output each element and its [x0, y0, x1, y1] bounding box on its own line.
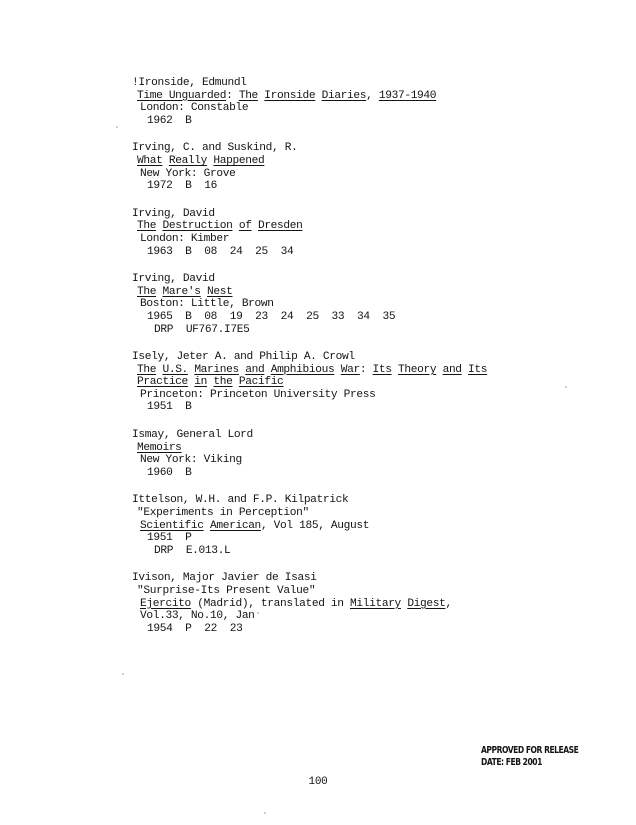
underlined-title-word: Ejercito — [140, 597, 191, 610]
underlined-title-word: Digest — [407, 597, 446, 610]
entry-publisher: New York: Viking — [140, 454, 242, 467]
underlined-title-word: Its — [468, 363, 488, 376]
title-text: , Vol 185, August — [260, 519, 370, 532]
entry-title-continued — [132, 376, 612, 389]
title-text: , — [445, 597, 452, 610]
underlined-title-word: Pacific — [238, 376, 284, 389]
underlined-title-word: What — [137, 154, 163, 167]
underlined-title-word: Mare's — [162, 285, 201, 298]
underlined-title-word: the — [213, 376, 233, 389]
title-text: , — [366, 89, 379, 102]
release-stamp — [481, 745, 578, 769]
entry-author: !Ironside, Edmundl — [132, 77, 247, 89]
entry-article-title: "Experiments in Perception" — [137, 507, 309, 520]
entry-journal — [132, 520, 612, 533]
underlined-title-word: American — [210, 519, 261, 532]
bibliography-entry — [132, 429, 612, 479]
entry-publisher: London: Constable — [140, 102, 249, 115]
underlined-title-word: Really — [168, 154, 208, 167]
underlined-title-word: Nest — [207, 285, 233, 298]
bibliography-entry — [132, 273, 612, 336]
bibliography-entry — [132, 77, 612, 127]
underlined-title-word: Scientific — [140, 519, 204, 532]
entry-codes: 1972 B 16 — [147, 180, 217, 193]
title-text: (Madrid), translated in — [190, 597, 351, 610]
entry-call-number: DRP E.013.L — [154, 544, 231, 557]
scan-speck — [116, 126, 118, 128]
entry-codes: 1951 B — [147, 401, 192, 414]
entry-publisher: Boston: Little, Brown — [140, 298, 274, 311]
entry-codes: 1951 P — [147, 532, 192, 545]
underlined-title-word: U.S. — [162, 363, 188, 376]
underlined-title-word: 1937-1940 — [378, 89, 437, 102]
release-stamp-line-2: DATE: FEB 2001 — [481, 757, 542, 768]
bibliography-list — [132, 77, 612, 650]
entry-title — [132, 364, 612, 377]
scan-speck — [264, 812, 266, 814]
underlined-title-word: of — [238, 220, 252, 233]
bibliography-entry — [132, 572, 612, 635]
underlined-title-word: Practice — [137, 376, 188, 389]
entry-codes: 1962 B — [147, 114, 192, 127]
underlined-title-word: and — [442, 363, 462, 376]
underlined-title-word: Marines — [194, 363, 239, 376]
bibliography-entry — [132, 494, 612, 557]
underlined-title-word: Theory — [398, 363, 437, 376]
entry-publisher: Princeton: Princeton University Press — [140, 388, 376, 401]
entry-author: Ittelson, W.H. and F.P. Kilpatrick — [132, 494, 349, 507]
scan-speck — [257, 612, 259, 614]
release-stamp-line-1: APPROVED FOR RELEASE — [481, 745, 579, 756]
underlined-title-word: in — [194, 376, 208, 389]
underlined-title-word: Military — [350, 597, 401, 610]
underlined-title-word: Dresden — [257, 220, 303, 233]
underlined-title-word: Diaries — [321, 89, 367, 102]
entry-title — [132, 220, 612, 233]
underlined-title-word: The — [238, 89, 258, 102]
scan-speck — [565, 386, 567, 388]
entry-call-number: DRP UF767.I7E5 — [154, 323, 250, 336]
entry-author: Irving, David — [132, 273, 215, 286]
underlined-title-word: The — [137, 363, 157, 376]
entry-article-title: "Surprise-Its Present Value" — [137, 585, 316, 597]
underlined-title-word: Memoirs — [137, 441, 182, 454]
underlined-title-word: Time Unguarded — [137, 89, 227, 102]
bibliography-entry — [132, 208, 612, 258]
entry-author: Ivison, Major Javier de Isasi — [132, 572, 317, 585]
underlined-title-word: War — [340, 363, 360, 376]
bibliography-entry — [132, 351, 612, 414]
underlined-title-word: Destruction — [162, 220, 233, 233]
entry-codes: 1965 B 08 19 23 24 25 33 34 35 — [147, 310, 396, 323]
underlined-title-word: Happened — [213, 154, 265, 167]
entry-codes: 1960 B — [147, 466, 192, 479]
scan-speck — [122, 673, 124, 675]
entry-author: Ismay, General Lord — [132, 429, 253, 442]
underlined-title-word: Amphibious — [270, 363, 335, 376]
entry-author: Irving, David — [132, 207, 215, 220]
underlined-title-word: The — [137, 220, 157, 233]
entry-publisher: London: Kimber — [140, 232, 230, 245]
entry-author: Isely, Jeter A. and Philip A. Crowl — [132, 351, 355, 364]
entry-volume: Vol.33, No.10, Jan — [140, 610, 255, 623]
underlined-title-word: and — [245, 363, 265, 376]
entry-codes: 1954 P 22 23 — [147, 622, 243, 635]
entry-author: Irving, C. and Suskind, R. — [132, 142, 298, 155]
entry-title — [132, 286, 612, 299]
title-text: : — [359, 363, 373, 376]
underlined-title-word: The — [137, 285, 157, 298]
bibliography-entry — [132, 142, 612, 192]
entry-codes: 1963 B 08 24 25 34 — [147, 245, 294, 258]
page-number: 100 — [308, 776, 328, 788]
entry-title — [132, 155, 612, 168]
entry-journal — [132, 598, 612, 611]
underlined-title-word: Ironside — [264, 89, 316, 102]
title-text: : — [226, 89, 239, 102]
entry-publisher: New York: Grove — [140, 167, 236, 180]
entry-title — [132, 442, 612, 455]
entry-title — [132, 90, 612, 103]
underlined-title-word: Its — [372, 363, 392, 376]
